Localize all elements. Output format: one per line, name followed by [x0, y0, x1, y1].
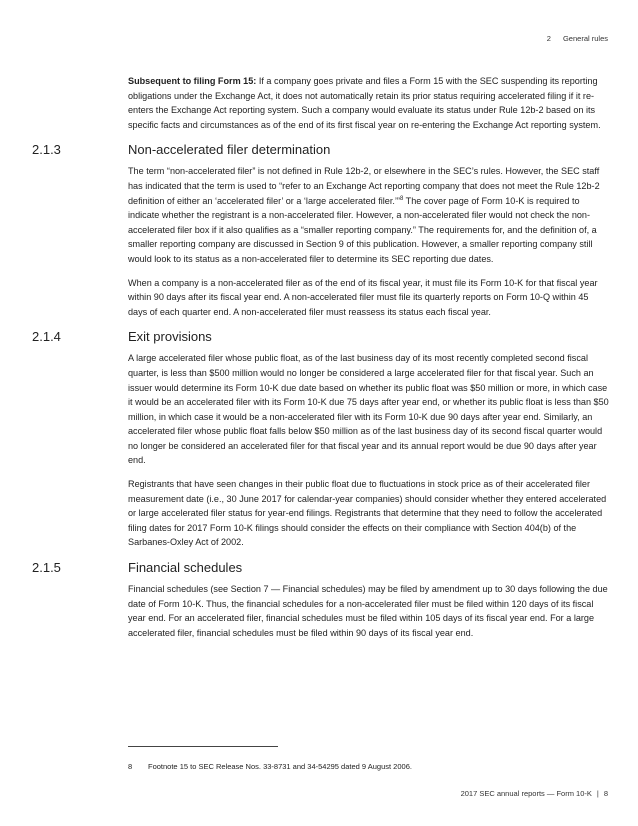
paragraph-text: The term “non-accelerated filer” is not defined in Rule 12b-2, or elsewhere in the SEC’s rules. However, the SEC staff has indicated that the term is used to “refer to an Exchange Act reporting company that does not meet the Rule 12b-2 definition of either an ‘accelerated filer’ or a ‘large accelerated filer.’” — [128, 166, 600, 206]
intro-lead: Subsequent to filing Form 15: — [128, 76, 257, 86]
section-2-1-3 — [32, 141, 610, 319]
section-number: 2.1.4 — [32, 329, 61, 345]
section-heading: Exit provisions — [128, 329, 212, 345]
intro-paragraph — [128, 74, 610, 132]
main-content — [32, 74, 610, 649]
footnote-mark: 8 — [128, 762, 133, 771]
section-paragraph: Financial schedules (see Section 7 — Financial schedules) may be filed by amendment up to 30 days following the due date of Form 10-K. Thus, the financial schedules for a non-accelerated filer must be filed within 120 days of its fiscal year end. For an accelerated filer, financial schedules must be filed within 105 days of its fiscal year end. For a large accelerated filer, financial schedules must be filed within 90 days of its fiscal year end. — [128, 584, 608, 638]
section-paragraph: When a company is a non-accelerated filer as of the end of its fiscal year, it must file its Form 10-K for that fiscal year within 90 days after its fiscal year end. A non-accelerated filer must file its quarterly reports on Form 10-Q within 45 days of each quarter end. A non-accelerated filer must reassess its status each fiscal year. — [128, 277, 598, 317]
section-heading: Non-accelerated filer determination — [128, 142, 331, 158]
section-2-1-4 — [32, 328, 610, 550]
chapter-number: 2 — [546, 34, 551, 43]
footnote-reference[interactable]: 8 — [399, 195, 404, 202]
section-paragraph: A large accelerated filer whose public float, as of the last business day of its most recently completed second fiscal quarter, is less than $500 million would no longer be considered a large accelerated filer for that fiscal year. Such an issuer would determine its Form 10-K due date based on whether its public float was $50 million or more, in which case it would be an accelerated filer with its Form 10-K due 75 days after year end, or whether its public float is less than $50 million, in which case it would be a non-accelerated filer with its Form 10-K due 90 days after year end. Similarly, an accelerated filer whose public float falls below $50 million as of the last business day of its second fiscal quarter would no longer be considered an accelerated filer for that fiscal year and its annual report would be due 90 days after year end. — [128, 353, 609, 466]
page-number: 8 — [603, 789, 608, 798]
section-paragraph — [128, 164, 610, 266]
footnote-text: Footnote 15 to SEC Release Nos. 33-8731 and 34-54295 dated 9 August 2006. — [148, 762, 412, 771]
section-2-1-5 — [32, 559, 610, 640]
intro-text: If a company goes private and files a Form 15 with the SEC suspending its reporting obligations under the Exchange Act, it does not automatically retain its prior status requiring accelerated filing if it re-enters the Exchange Act reporting system. Such a company would evaluate its status under Rule 12b-2 based on its specific facts and circumstances as of the end of its first fiscal year on re-entering the Exchange Act reporting system. — [128, 76, 601, 130]
footer-separator: | — [596, 789, 599, 798]
chapter-title: General rules — [562, 34, 608, 43]
publication-title: 2017 SEC annual reports — Form 10-K — [460, 789, 592, 798]
section-paragraph: Registrants that have seen changes in their public float due to fluctuations in stock price as of their accelerated filer measurement date (i.e., 30 June 2017 for calendar-year companies) should consider whether they entered accelerated or large accelerated filer status for year-end filings. Registrants that determine that they need to follow the accelerated filing dates for 2017 Form 10-K filings should consider the effects on their compliance with Section 404(b) of the Sarbanes-Oxley Act of 2002. — [128, 479, 607, 548]
section-heading: Financial schedules — [128, 560, 243, 576]
section-number: 2.1.5 — [32, 560, 61, 576]
running-header — [547, 34, 608, 43]
running-footer — [461, 789, 608, 798]
paragraph-text: The cover page of Form 10-K is required to indicate whether the registrant is a non-accelerated filer. However, a non-accelerated filer would not check the non-accelerated filer box if it also qualifies as a “smaller reporting company.” The requirements for, and the definition of, a smaller reporting company are discussed in Section 9 of this publication. However, a smaller reporting company still would look to its status as a non-accelerated filer to determine its SEC reporting due dates. — [128, 195, 597, 264]
section-number: 2.1.3 — [32, 142, 61, 158]
header-separator — [556, 34, 558, 43]
footnote — [128, 762, 608, 771]
footnote-divider — [128, 746, 278, 747]
